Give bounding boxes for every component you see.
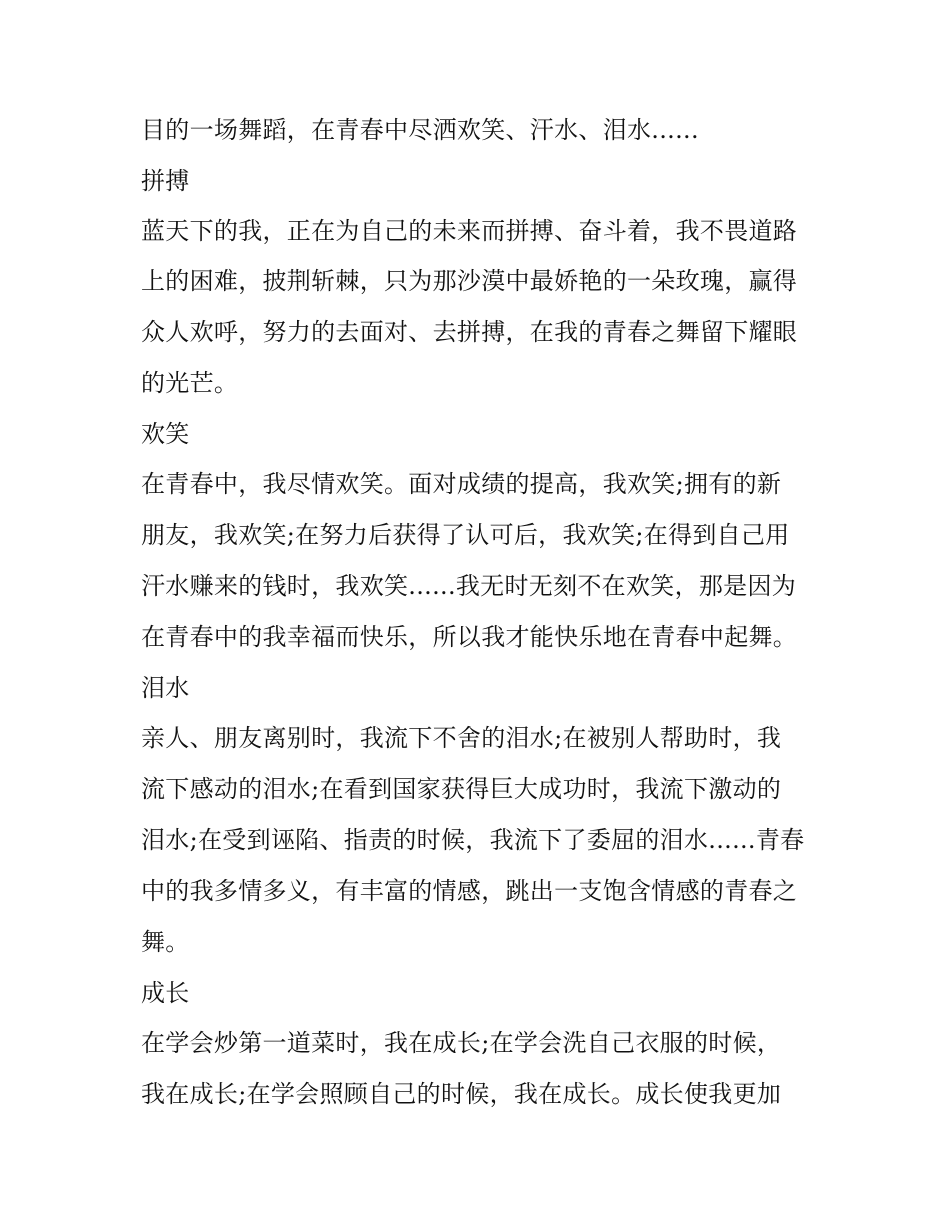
paragraph-line: 众人欢呼，努力的去面对、去拼搏，在我的青春之舞留下耀眼 [141, 318, 798, 346]
section-heading-laughter: 欢笑 [141, 420, 190, 448]
paragraph-line: 流下感动的泪水;在看到国家获得巨大成功时，我流下激动的 [141, 775, 782, 803]
section-heading-struggle: 拼搏 [141, 167, 190, 195]
paragraph-line: 在青春中，我尽情欢笑。面对成绩的提高，我欢笑;拥有的新 [141, 470, 782, 498]
paragraph-line: 舞。 [141, 928, 190, 956]
paragraph-line: 朋友，我欢笑;在努力后获得了认可后，我欢笑;在得到自己用 [141, 521, 790, 549]
paragraph-line: 汗水赚来的钱时，我欢笑......我无时无刻不在欢笑，那是因为 [141, 572, 797, 600]
paragraph-line: 中的我多情多义，有丰富的情感，跳出一支饱含情感的青春之 [141, 877, 798, 905]
paragraph-line: 在学会炒第一道菜时，我在成长;在学会洗自己衣服的时候， [141, 1029, 782, 1057]
paragraph-line: 目的一场舞蹈，在青春中尽洒欢笑、汗水、泪水...... [141, 116, 699, 144]
paragraph-line: 的光芒。 [141, 369, 239, 397]
paragraph-line: 在青春中的我幸福而快乐，所以我才能快乐地在青春中起舞。 [141, 623, 798, 651]
paragraph-line: 亲人、朋友离别时，我流下不舍的泪水;在被别人帮助时，我 [141, 724, 782, 752]
paragraph-line: 上的困难，披荆斩棘，只为那沙漠中最娇艳的一朵玫瑰，赢得 [141, 267, 798, 295]
paragraph-line: 我在成长;在学会照顾自己的时候，我在成长。成长使我更加 [141, 1080, 782, 1108]
section-heading-growth: 成长 [141, 979, 190, 1007]
paragraph-line: 泪水;在受到诬陷、指责的时候，我流下了委屈的泪水......青春 [141, 826, 805, 854]
paragraph-line: 蓝天下的我，正在为自己的未来而拼搏、奋斗着，我不畏道路 [141, 217, 798, 245]
section-heading-tears: 泪水 [141, 674, 190, 702]
